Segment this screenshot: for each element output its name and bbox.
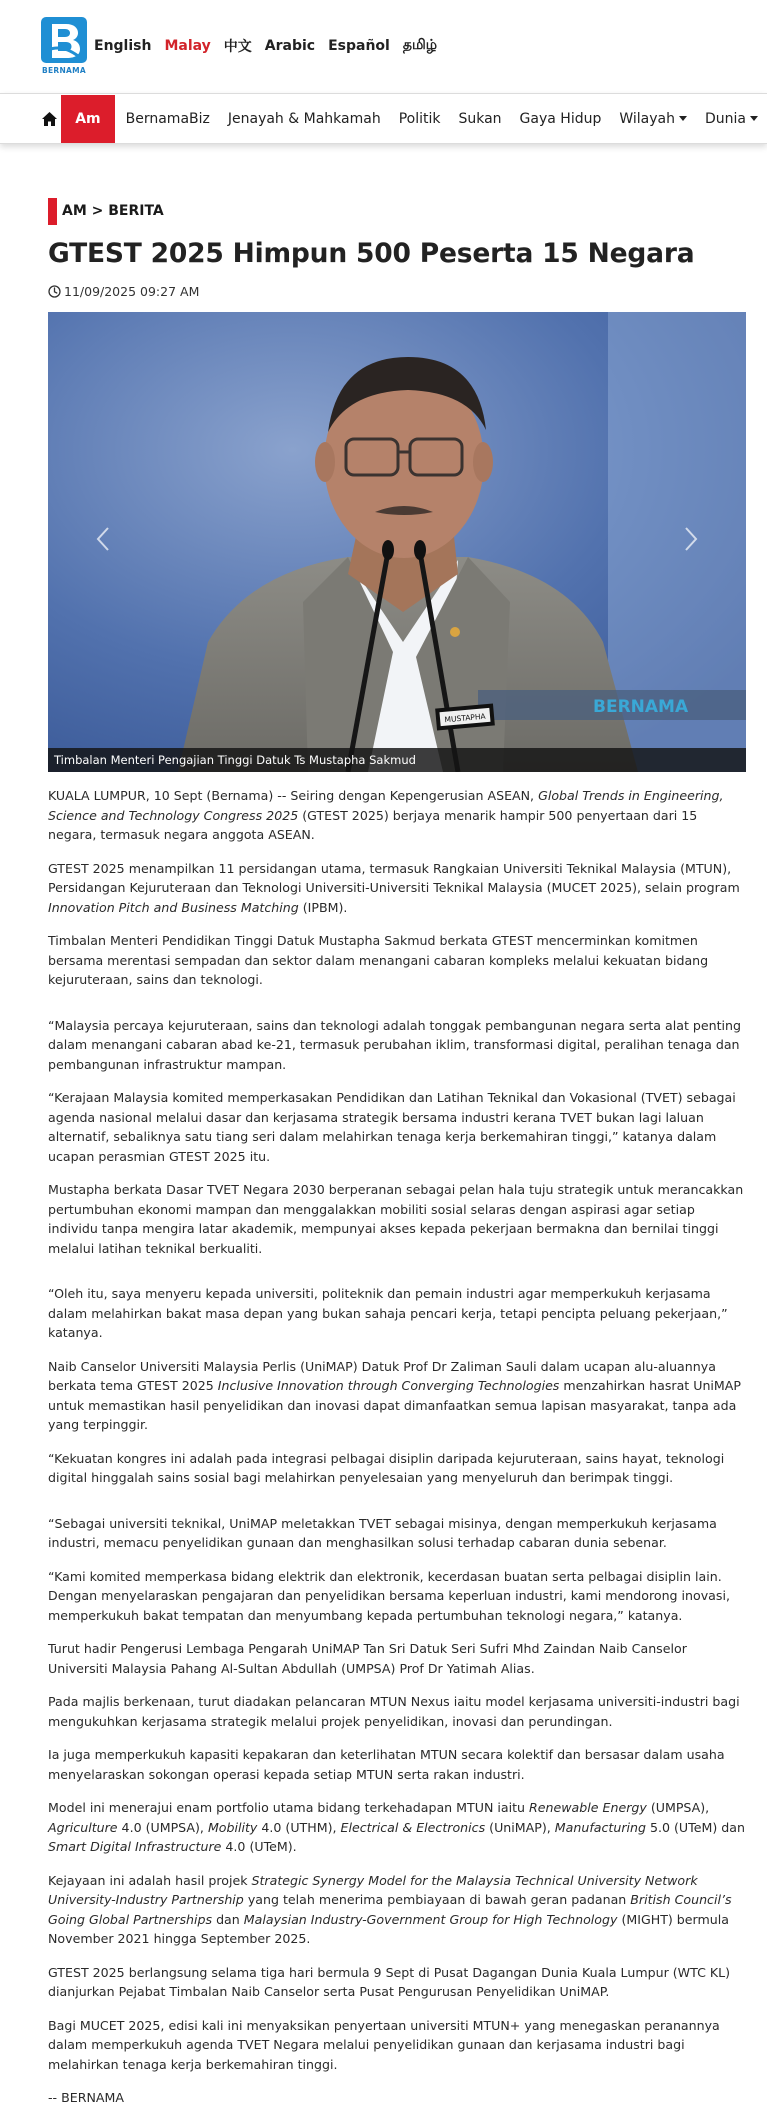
name-badge-text: MUSTAPHA xyxy=(444,711,486,725)
paragraph-text: “Kami komited memperkasa bidang elektrik dan elektronik, kecerdasan buatan serta pelbagai disiplin lain. Dengan menyelaraskan pengajaran dan penyelidikan bersama keperluan industri, kami mendorong inovasi, memperkukuh bakat tempatan dan menyumbang kepada pertumbuhan teknologi negara,” katanya. xyxy=(48,1568,730,1623)
paragraph-text: Pada majlis berkenaan, turut diadakan pelancaran MTUN Nexus iaitu model kerjasama universiti-industri bagi mengukuhkan kerjasama strategik melalui projek penyelidikan, inovasi dan perundingan. xyxy=(48,1694,740,1729)
article-paragraph xyxy=(48,1798,746,1857)
language-english[interactable]: English xyxy=(94,37,152,54)
chevron-down-icon xyxy=(679,116,687,121)
article-paragraph xyxy=(48,1016,746,1075)
paragraph-text: Bagi MUCET 2025, edisi kali ini menyaksikan penyertaan universiti MTUN+ yang menegaskan peranannya dalam memperkukuh agenda TVET Negara melalui penyelidikan gunaan dan kerjasama industri bagi melahirkan tenaga kerja berkemahiran tinggi. xyxy=(48,2017,720,2072)
paragraph-text: GTEST 2025 menampilkan 11 persidangan utama, termasuk Rangkaian Universiti Teknikal Malaysia (MTUN), Persidangan Kejuruteraan dan Teknologi Universiti-Universiti Teknikal Malaysia (MUCET 2025), selain program xyxy=(48,860,740,896)
breadcrumb-accent-bar xyxy=(48,198,57,225)
paragraph-text: yang telah menerima pembiayaan di bawah geran padanan xyxy=(243,1892,631,1908)
language-spanish[interactable]: Español xyxy=(328,37,390,54)
paragraph-text: (GTEST 2025) berjaya menarik hampir 500 penyertaan dari 15 negara, termasuk negara anggota ASEAN. xyxy=(48,807,698,843)
home-icon xyxy=(41,111,58,127)
paragraph-text: 4.0 (UMPSA), xyxy=(117,1819,208,1835)
article-title: GTEST 2025 Himpun 500 Peserta 15 Negara xyxy=(48,238,695,269)
article-paragraph xyxy=(48,1871,746,1949)
language-malay[interactable]: Malay xyxy=(164,37,211,54)
article-paragraph xyxy=(48,1745,746,1784)
paragraph-text: dan xyxy=(212,1911,244,1927)
paragraph-text: KUALA LUMPUR, 10 Sept (Bernama) -- Seiring dengan Kepengerusian ASEAN, xyxy=(48,788,539,804)
article-paragraph xyxy=(48,1088,746,1166)
italic-text: Innovation Pitch and Business Matching xyxy=(48,899,299,915)
article xyxy=(0,197,767,2108)
paragraph-text: menzahirkan hasrat UniMAP untuk memastikan hasil penyelidikan dan inovasi dapat dimanfaatkan semua lapisan masyarakat, tanpa ada yang terpinggir. xyxy=(48,1378,742,1433)
article-paragraph xyxy=(48,1639,746,1678)
nav-item-dunia-label: Dunia xyxy=(705,110,746,127)
bernama-logo[interactable] xyxy=(40,17,88,77)
nav-item-politik[interactable]: Politik xyxy=(398,110,441,127)
paragraph-text: -- BERNAMA xyxy=(48,2090,124,2106)
chevron-down-icon xyxy=(750,116,758,121)
chevron-right-icon xyxy=(678,524,702,554)
paragraph-text: (IPBM). xyxy=(298,899,348,915)
paragraph-text: GTEST 2025 berlangsung selama tiga hari bermula 9 Sept di Pusat Dagangan Dunia Kuala Lumpur (WTC KL) dianjurkan Pejabat Timbalan Naib Canselor serta Pusat Pengurusan Penyelidikan UniMAP. xyxy=(48,1964,731,2000)
paragraph-text: “Malaysia percaya kejuruteraan, sains dan teknologi adalah tonggak pembangunan negara serta alat penting dalam menangani cabaran abad ke-21, termasuk perubahan iklim, transformasi digital, peralihan tenaga dan pembangunan infrastruktur mampan. xyxy=(48,1017,742,1072)
italic-text: Smart Digital Infrastructure xyxy=(48,1839,222,1855)
nav-item-gaya-hidup[interactable]: Gaya Hidup xyxy=(519,110,602,127)
nav-item-wilayah-label: Wilayah xyxy=(619,110,675,127)
article-hero-image xyxy=(48,312,746,772)
article-paragraph xyxy=(48,1567,746,1626)
breadcrumb xyxy=(48,197,746,225)
carousel-prev-button[interactable] xyxy=(92,524,116,554)
italic-text: Global Trends in Engineering, Science and Technology Congress 2025 xyxy=(48,788,724,823)
paragraph-text: Turut hadir Pengerusi Lembaga Pengarah UniMAP Tan Sri Datuk Seri Sufri Mhd Zaindan Naib Canselor Universiti Malaysia Pahang Al-Sultan Abdullah (UMPSA) Prof Dr Yatimah Alias. xyxy=(48,1641,687,1676)
article-paragraph xyxy=(48,1963,746,2002)
article-paragraph xyxy=(48,2088,746,2108)
article-paragraph xyxy=(48,2016,746,2075)
top-header xyxy=(0,0,767,93)
nav-home[interactable] xyxy=(38,95,61,143)
logo-wordmark: BERNAMA xyxy=(41,65,87,75)
bernama-logo-mark xyxy=(41,17,87,63)
paragraph-text: Ia juga memperkukuh kapasiti kepakaran dan keterlihatan MTUN secara kolektif dan bersasar dalam usaha menyelaraskan sokongan operasi kepada setiap MTUN serta rakan industri. xyxy=(48,1747,725,1782)
language-arabic[interactable]: Arabic xyxy=(264,37,316,54)
article-paragraph xyxy=(48,1692,746,1731)
language-list xyxy=(94,36,437,56)
italic-text: Inclusive Innovation through Converging Technologies xyxy=(217,1378,560,1394)
article-datetime: 11/09/2025 09:27 AM xyxy=(64,284,200,300)
paragraph-text: “Kekuatan kongres ini adalah pada integrasi pelbagai disiplin daripada kejuruteraan, sains hayat, teknologi digital hinggalah sains sosial bagi melahirkan penyelesaian yang menyeluruh dan berimpak tinggi. xyxy=(48,1450,725,1486)
italic-text: Renewable Energy xyxy=(529,1800,647,1816)
article-paragraph xyxy=(48,931,746,990)
nav-item-bernamabiz[interactable]: BernamaBiz xyxy=(125,110,210,127)
article-paragraph xyxy=(48,1284,746,1343)
paragraph-text: “Oleh itu, saya menyeru kepada universiti, politeknik dan pemain industri agar memperkukuh kerjasama dalam melahirkan bakat masa depan yang bukan sahaja pencari kerja, tetapi pencipta peluang pekerjaan,” katanya. xyxy=(48,1286,728,1341)
article-paragraph xyxy=(48,786,746,845)
article-paragraph xyxy=(48,1449,746,1488)
paragraph-text: 4.0 (UTHM), xyxy=(257,1819,341,1835)
article-paragraph xyxy=(48,859,746,918)
photo-watermark: BERNAMA xyxy=(593,697,689,718)
paragraph-text: 5.0 (UTeM) dan xyxy=(645,1819,745,1835)
nav-item-sukan[interactable]: Sukan xyxy=(458,110,502,127)
paragraph-text: Mustapha berkata Dasar TVET Negara 2030 berperanan sebagai pelan hala tuju strategik untuk merancakkan pertumbuhan ekonomi mampan dan menggalakkan mobiliti sosial selaras dengan aspirasi agar setiap individu tanpa mengira latar akademik, mempunyai akses kepada pekerjaan bermakna dan bernilai tinggi melalui latihan teknikal berkualiti. xyxy=(48,1182,744,1256)
chevron-left-icon xyxy=(92,524,116,554)
italic-text: British Council’s Going Global Partnerships xyxy=(48,1892,732,1927)
nav-item-wilayah[interactable] xyxy=(610,95,696,143)
paragraph-text: Kejayaan ini adalah hasil projek xyxy=(48,1872,252,1888)
nav-item-jenayah-mahkamah[interactable]: Jenayah & Mahkamah xyxy=(227,110,381,127)
italic-text: Malaysian Industry-Government Group for High Technology xyxy=(243,1911,618,1927)
article-paragraph xyxy=(48,1180,746,1258)
paragraph-text: (UniMAP), xyxy=(485,1819,555,1835)
paragraph-text: Model ini menerajui enam portfolio utama bidang terkehadapan MTUN iaitu xyxy=(48,1800,530,1816)
nav-item-am[interactable]: Am xyxy=(61,95,114,143)
paragraph-text: (UMPSA), xyxy=(646,1800,710,1816)
main-nav xyxy=(0,93,767,144)
paragraph-text: “Sebagai universiti teknikal, UniMAP meletakkan TVET sebagai misinya, dengan memperkukuh kerjasama industri, memacu penyelidikan gunaan dan menghasilkan solusi terhadap cabaran dunia sebenar. xyxy=(48,1515,717,1551)
italic-text: Strategic Synergy Model for the Malaysia Technical University Network University-Industry Partnership xyxy=(48,1872,698,1908)
article-paragraph xyxy=(48,1514,746,1553)
breadcrumb-text[interactable]: AM > BERITA xyxy=(62,203,164,219)
paragraph-text: Timbalan Menteri Pendidikan Tinggi Datuk Mustapha Sakmud berkata GTEST mencerminkan komitmen bersama merentasi sempadan dan sektor dalam menangani cabaran kompleks melalui kekuatan bidang kejuruteraan, sains dan teknologi. xyxy=(48,933,709,988)
nav-item-dunia[interactable] xyxy=(696,95,767,143)
logo-b-icon xyxy=(45,20,83,60)
paragraph-text: “Kerajaan Malaysia komited memperkasakan Pendidikan dan Latihan Teknikal dan Vokasional (TVET) sebagai agenda nasional melalui dasar dan kerjasama strategik bersama industri kerana TVET bukan lagi laluan alternatif, sebaliknya satu tiang seri dalam melahirkan tenaga kerja berkemahiran tinggi,” katanya dalam ucapan perasmian GTEST 2025 itu. xyxy=(48,1090,736,1164)
italic-text: Manufacturing xyxy=(554,1819,646,1835)
paragraph-text: (MIGHT) bermula November 2021 hingga September 2025. xyxy=(48,1911,729,1947)
article-body xyxy=(48,786,746,2108)
image-caption: Timbalan Menteri Pengajian Tinggi Datuk Ts Mustapha Sakmud xyxy=(48,748,746,772)
speaker-photo xyxy=(48,312,746,772)
carousel-next-button[interactable] xyxy=(678,524,702,554)
italic-text: Agriculture xyxy=(48,1819,118,1835)
article-paragraph xyxy=(48,1357,746,1435)
article-dateline xyxy=(48,284,746,299)
language-tamil[interactable]: தமிழ் xyxy=(402,36,438,53)
clock-icon xyxy=(48,285,61,298)
italic-text: Electrical & Electronics xyxy=(340,1819,486,1835)
paragraph-text: Naib Canselor Universiti Malaysia Perlis (UniMAP) Datuk Prof Dr Zaliman Sauli dalam ucapan alu-aluannya berkata tema GTEST 2025 xyxy=(48,1358,716,1394)
language-chinese[interactable]: 中文 xyxy=(223,38,252,55)
italic-text: Mobility xyxy=(207,1819,258,1835)
paragraph-text: 4.0 (UTeM). xyxy=(221,1839,297,1855)
